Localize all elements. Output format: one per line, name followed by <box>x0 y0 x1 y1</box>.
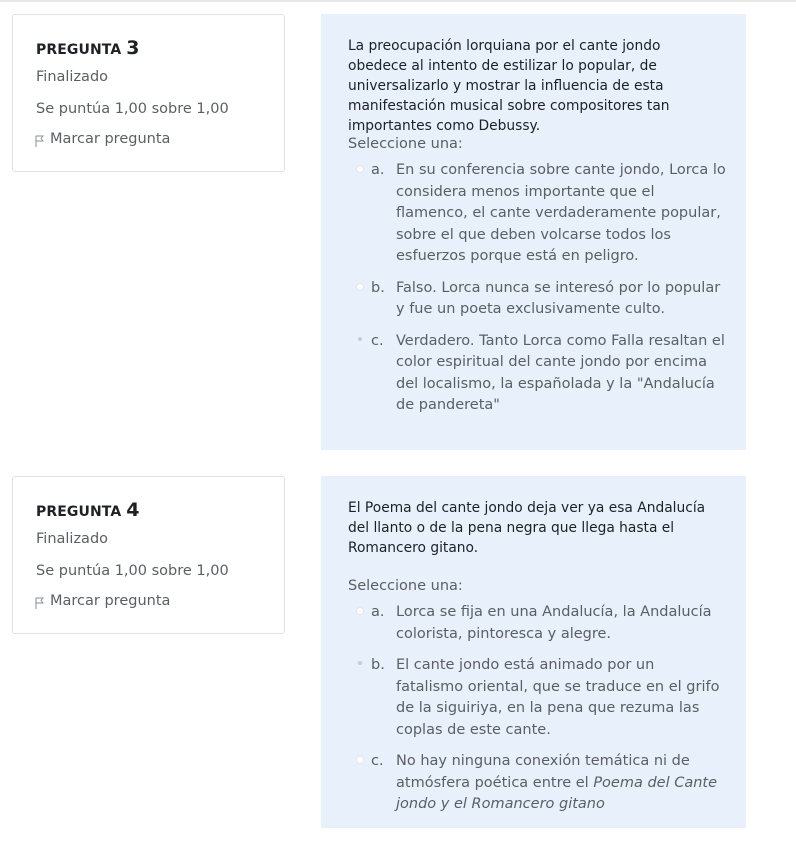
answer-options <box>348 160 728 417</box>
question-text: La preocupación lorquiana por el cante jondo obedece al intento de estilizar lo popular, de universalizarlo y mostrar la influencia de esta manifestación musical sobre compositores tan importantes como Debussy. <box>348 38 670 134</box>
flag-icon <box>35 597 44 609</box>
question-label: PREGUNTA <box>36 504 122 520</box>
question-text: El Poema del cante jondo deja ver ya esa Andalucía del llanto o de la pena negra que llega hasta el Romancero gitano. <box>348 500 706 556</box>
option-text: Falso. Lorca nunca se interesó por lo popular y fue un poeta exclusivamente culto. <box>396 279 721 317</box>
radio-option-b[interactable] <box>356 283 364 291</box>
question-state: Finalizado <box>36 69 109 85</box>
option-text: El cante jondo está animado por un fatalismo oriental, que se traduce en el grifo de la siguiriya, en la pena que rezuma las coplas de este cante. <box>396 657 720 738</box>
answer-option-a[interactable] <box>348 160 728 268</box>
flag-question-label: Marcar pregunta <box>50 131 171 147</box>
question-grade: Se puntúa 1,00 sobre 1,00 <box>36 101 229 117</box>
question-number-value: 4 <box>126 499 140 521</box>
question-number-value: 3 <box>126 37 140 59</box>
radio-option-c[interactable] <box>356 756 364 764</box>
flag-question-link[interactable] <box>35 131 170 147</box>
option-text-italic: Poema del Cante jondo y el Romancero gitano <box>396 774 718 812</box>
radio-option-a[interactable] <box>356 165 364 173</box>
radio-option-c-selected[interactable] <box>358 337 362 341</box>
answer-prompt: Seleccione una: <box>348 136 463 152</box>
question-state: Finalizado <box>36 531 109 547</box>
answer-option-c[interactable] <box>348 331 728 417</box>
question-number <box>36 499 140 521</box>
option-letter: c. <box>371 753 384 769</box>
flag-question-link[interactable] <box>35 593 170 609</box>
question-content <box>321 476 746 828</box>
option-text: En su conferencia sobre cante jondo, Lorca lo considera menos importante que el flamenco, el cante verdaderamente popular, sobre el que deben volcarse todos los esfuerzos porque está en peligro. <box>396 162 726 264</box>
question-info-panel <box>12 14 285 172</box>
answer-prompt: Seleccione una: <box>348 578 463 594</box>
option-letter: a. <box>371 162 385 178</box>
option-letter: b. <box>371 657 385 673</box>
question-grade: Se puntúa 1,00 sobre 1,00 <box>36 563 229 579</box>
option-text-plain: No hay ninguna conexión temática ni de atmósfera poética entre el <box>396 753 690 791</box>
flag-question-label: Marcar pregunta <box>50 593 171 609</box>
flag-icon <box>35 135 44 147</box>
question-label: PREGUNTA <box>36 42 122 58</box>
option-text: Verdadero. Tanto Lorca como Falla resaltan el color espiritual del cante jondo por encima del localismo, la españolada y la "Andalucía de pandereta" <box>396 332 725 413</box>
answer-option-b[interactable] <box>348 278 728 321</box>
answer-options <box>348 602 728 816</box>
question-number <box>36 37 140 59</box>
option-letter: a. <box>371 604 385 620</box>
option-text <box>396 751 726 816</box>
question-info-panel <box>12 476 285 634</box>
radio-option-a[interactable] <box>356 607 364 615</box>
answer-option-c[interactable] <box>348 751 728 816</box>
top-divider <box>0 0 796 2</box>
answer-option-b[interactable] <box>348 655 728 741</box>
radio-option-b-selected[interactable] <box>358 661 362 665</box>
option-letter: b. <box>371 279 385 296</box>
option-text: Lorca se fija en una Andalucía, la Andalucía colorista, pintoresca y alegre. <box>396 604 712 642</box>
answer-option-a[interactable] <box>348 602 728 645</box>
option-letter: c. <box>371 332 384 349</box>
question-content <box>321 14 746 450</box>
